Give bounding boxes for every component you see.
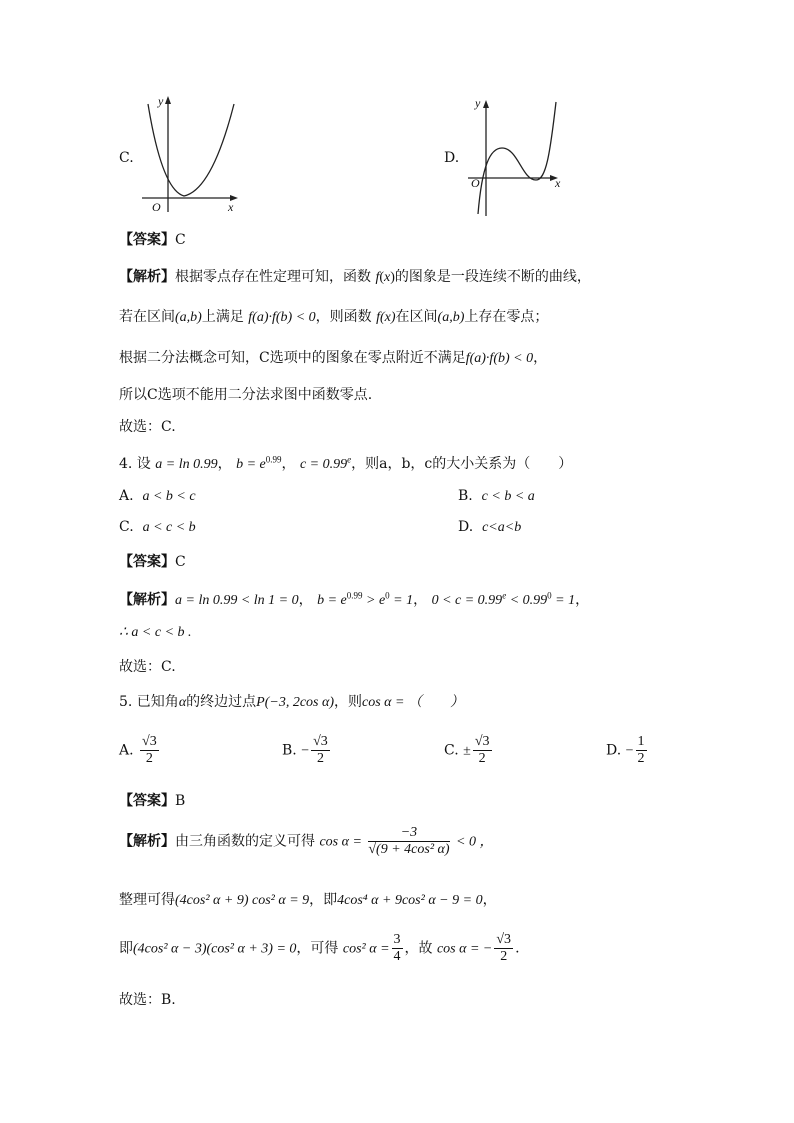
q5-analysis-line3: 即(4cos² α − 3)(cos² α + 3) = 0，可得 cos² α = $\frac{3}{4}$ ，故 cos α = − $\frac{√3}{2}$ .: [119, 932, 520, 964]
q4-option-b: B. c < b < a: [458, 488, 535, 504]
graph-c-origin: O: [152, 200, 161, 214]
q4-stem: 4. 设 a = ln 0.99， $b = e^{0.99}$， c = 0.99$^e$，则a，b，c的大小关系为（ ）: [119, 454, 573, 472]
q5-stem: 5. 已知角α的终边过点P(−3, 2cos α)，则cos α = （ ）: [119, 694, 464, 710]
q4-option-a: A. a < b < c: [119, 488, 196, 504]
q4-choose: 故选：C.: [119, 659, 176, 675]
q5-analysis-line1: 【解析】由三角函数的定义可得 cos α = $\frac{-3}{\text{√(9 + 4cos² α)}}$ < 0 ，: [119, 825, 494, 857]
q5-option-a: A. $\frac{√3}{2}$: [119, 734, 157, 766]
graph-c: [138, 92, 248, 216]
q5-choose: 故选：B.: [119, 992, 176, 1008]
graph-d-x-label: x: [555, 176, 561, 190]
answer-value: C: [175, 232, 186, 248]
cubic-curve: [478, 102, 556, 214]
q5-option-b: B. − $\frac{√3}{2}$: [282, 734, 328, 766]
q3-analysis-line3: 根据二分法概念可知，C选项中的图象在零点附近不满足f(a)·f(b) < 0，: [119, 350, 548, 366]
q5-option-d: D. − $\frac{1}{2}$: [606, 734, 645, 766]
q3-choose: 故选：C.: [119, 419, 176, 435]
graph-c-y-label: y: [158, 94, 164, 108]
graph-d: [466, 96, 570, 220]
answer-tag: 【答案】: [119, 232, 175, 248]
option-d-label: D.: [444, 150, 460, 166]
q3-analysis-line1: 【解析】根据零点存在性定理可知，函数 f(x)的图象是一段连续不断的曲线，: [119, 269, 591, 285]
q3-analysis-line4: 所以C选项不能用二分法求图中函数零点.: [119, 387, 373, 403]
q3-answer: [119, 229, 186, 249]
q4-analysis-line1: 【解析】a = ln 0.99 < ln 1 = 0， $b = e^{0.99} > e^0 = 1$， $0 < c = 0.99^e < 0.99^0 = 1$，: [119, 590, 590, 608]
q3-analysis-line2: 若在区间(a,b)上满足 f(a)·f(b) < 0，则函数 f(x)在区间(a,b)上存在零点；: [119, 309, 549, 325]
analysis-tag: 【解析】: [119, 269, 175, 285]
graph-c-x-label: x: [228, 200, 234, 214]
q4-option-d: D. c<a<b: [458, 519, 522, 535]
q5-option-c: C. ± $\frac{√3}{2}$: [444, 734, 490, 766]
graph-d-origin: O: [471, 176, 480, 190]
q4-answer: 【答案】C: [119, 554, 186, 570]
q5-answer: 【答案】B: [119, 793, 186, 809]
q4-option-c: C. a < c < b: [119, 519, 196, 535]
y-axis-arrow: [165, 96, 171, 104]
graph-d-y-label: y: [475, 96, 481, 110]
q4-therefore: ∴ a < c < b .: [119, 625, 192, 640]
option-c-label: C.: [119, 150, 134, 166]
q5-analysis-line2: 整理可得(4cos² α + 9) cos² α = 9，即4cos⁴ α + 9cos² α − 9 = 0，: [119, 892, 497, 908]
parabola-curve: [148, 104, 234, 196]
y-axis-arrow: [483, 100, 489, 108]
